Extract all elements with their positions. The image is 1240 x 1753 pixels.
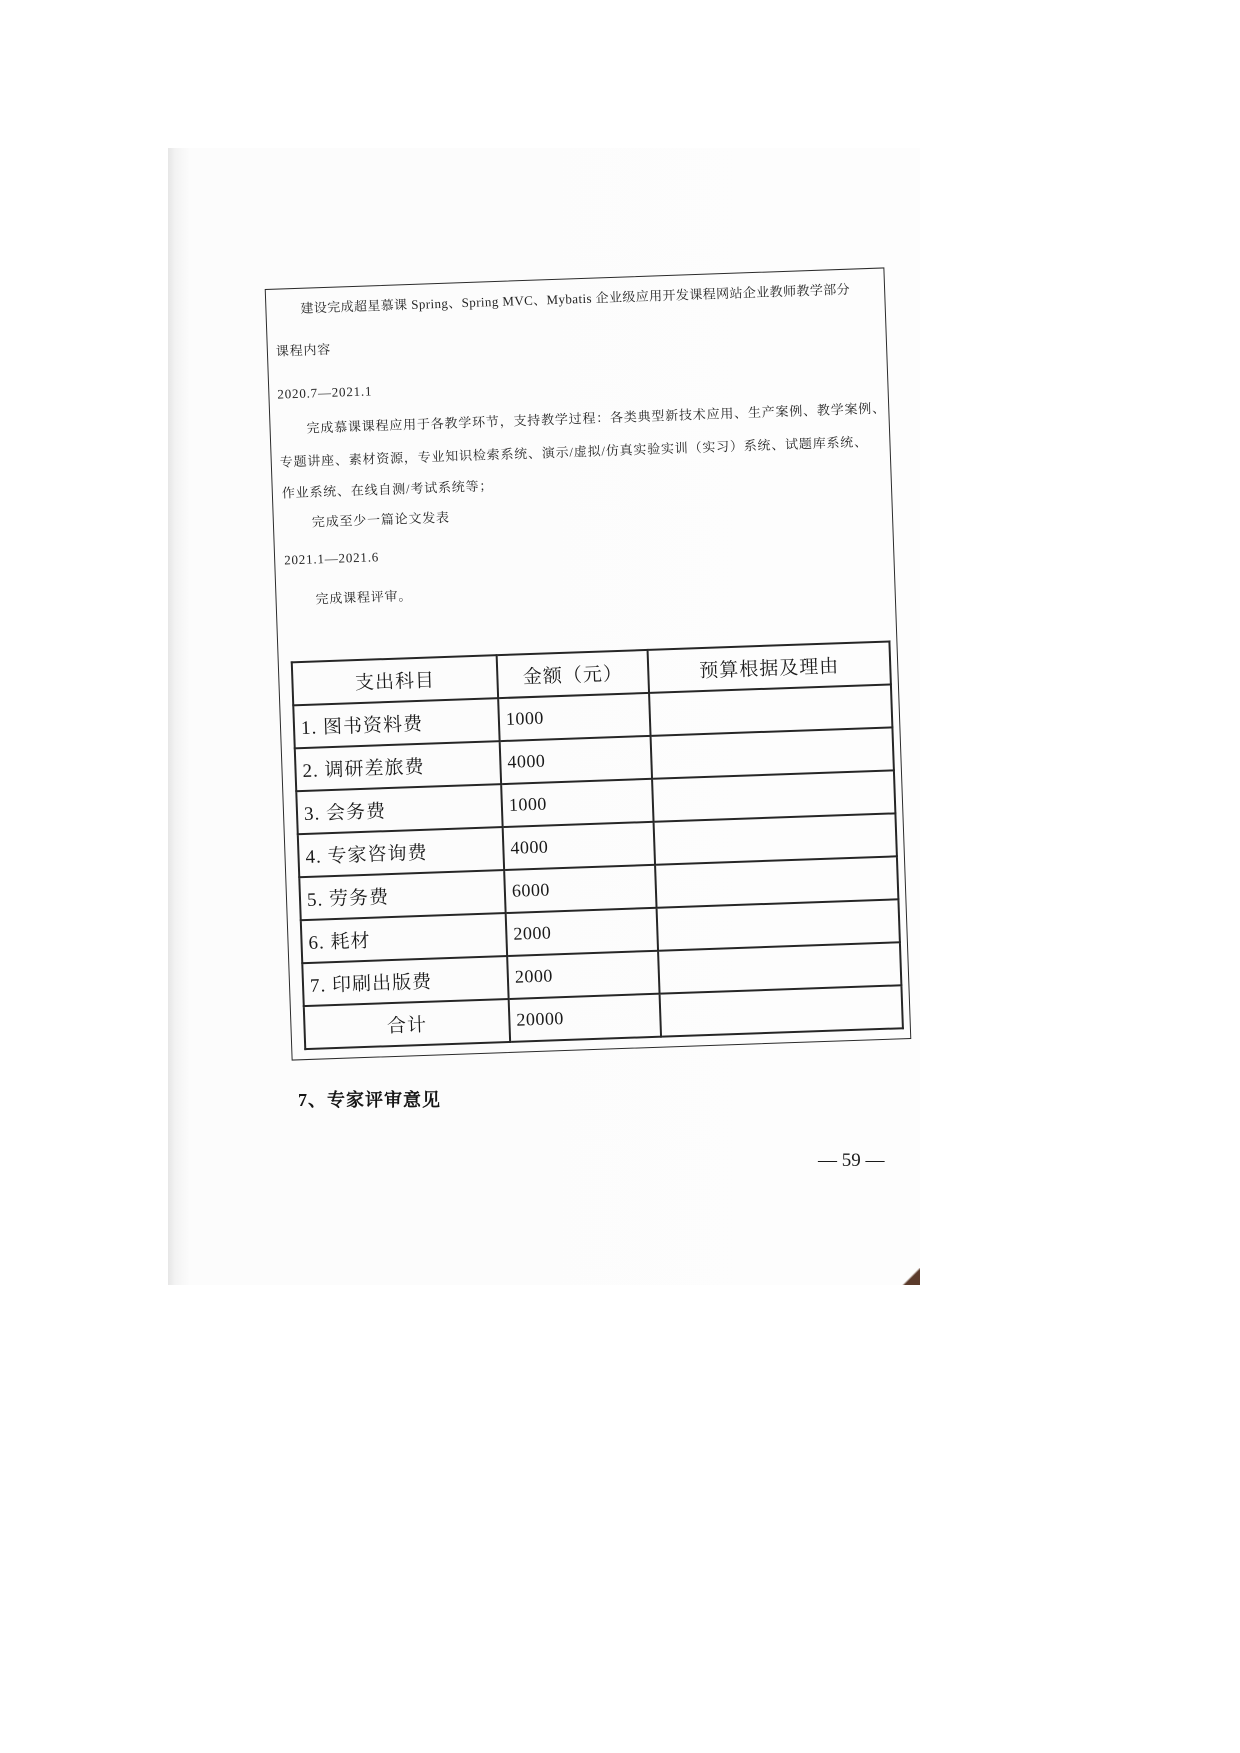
section-heading: 7、专家评审意见 (298, 1090, 441, 1110)
plan-date-range: 2021.1—2021.6 (283, 549, 380, 568)
total-amount: 20000 (509, 994, 661, 1042)
page-number: — 59 — (818, 1150, 885, 1171)
plan-content-frame (265, 267, 912, 1060)
header-amount: 金额（元） (497, 650, 649, 698)
expense-amount: 2000 (507, 951, 659, 999)
expense-amount: 6000 (504, 865, 656, 913)
expense-item: 3. 会务费 (296, 784, 502, 834)
total-label: 合计 (304, 999, 510, 1049)
plan-line: 课程内容 (275, 341, 332, 359)
expense-item: 4. 专家咨询费 (298, 827, 504, 877)
plan-line: 完成慕课课程应用于各教学环节，支持教学过程：各类典型新技术应用、生产案例、教学案例、 (306, 400, 887, 436)
expense-amount: 2000 (506, 908, 658, 956)
plan-date-range: 2020.7—2021.1 (277, 383, 373, 402)
budget-table (291, 640, 904, 1050)
page-corner-shadow (902, 1268, 920, 1285)
expense-amount: 1000 (498, 693, 650, 741)
expense-item: 2. 调研差旅费 (295, 741, 501, 791)
expense-item: 1. 图书资料费 (293, 698, 499, 748)
expense-item: 7. 印刷出版费 (302, 956, 508, 1006)
header-expense-item: 支出科目 (292, 655, 498, 705)
expense-amount: 1000 (501, 779, 653, 827)
header-budget-basis: 预算根据及理由 (648, 641, 891, 692)
expense-amount: 4000 (503, 822, 655, 870)
plan-line: 建设完成超星慕课 Spring、Spring MVC、Mybatis 企业级应用开发课程网站企业教师教学部分 (300, 281, 851, 316)
plan-line: 完成课程评审。 (315, 588, 413, 607)
expense-item: 5. 劳务费 (299, 870, 505, 920)
expense-item: 6. 耗材 (301, 913, 507, 963)
plan-line: 完成至少一篇论文发表 (311, 509, 451, 530)
expense-amount: 4000 (500, 736, 652, 784)
plan-line: 专题讲座、素材资源，专业知识检索系统、演示/虚拟/仿真实验实训（实习）系统、试题库系统、 (279, 434, 869, 470)
plan-line: 作业系统、在线自测/考试系统等； (281, 478, 494, 501)
total-basis (660, 985, 903, 1036)
